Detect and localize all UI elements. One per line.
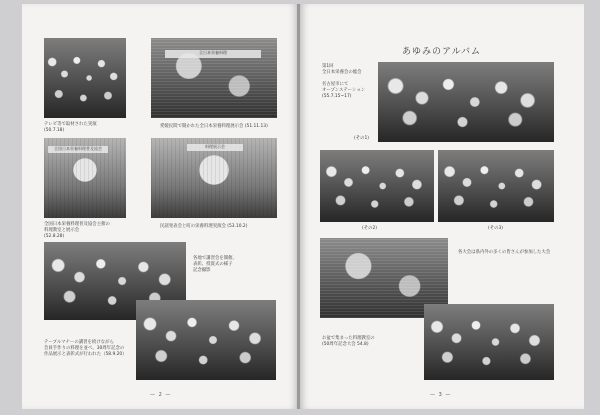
caption-first-meeting: 第1回 全日本栄養会の総会 名古屋市にて オープンステーション (55.7.15~17) [322,64,366,99]
photo-first-meeting [378,62,554,142]
caption-part1: (その1) [354,136,370,141]
caption-ceremony: 各地で講習会を開催、 表彰、授賞式の様子 記念撮影 [193,256,237,273]
left-page-number: — 2 — [150,392,172,398]
album-title: あゆみのアルバム [402,47,482,57]
caption-convention: 各大会は県内外の多くの皆さんが参加した大会 [458,250,551,255]
exhibition-banner: 全日本栄養料理 [165,50,261,58]
photo-anniversary [424,304,554,380]
photo-part2 [320,150,434,222]
photo-part3 [438,150,554,222]
photo-folk-song [151,138,277,218]
photo-cooking-class [44,138,126,218]
photo-tv-demo [44,38,126,118]
caption-folk-song: 民謡発表会と町の栄養料理実演会 (53.10.2) [160,224,248,229]
photo-group [136,300,276,380]
caption-tv-demo: テレビ等で取材された実演 (50.7.18) [44,122,97,133]
class-banner: 全国日本栄養料理普及協会 [48,146,108,153]
caption-anniversary: お盆で集まった料理教室の (50周年記念大会 54.8) [322,336,375,347]
caption-cooking-class: 全国日本栄養料理普及協会主催の 料理教室と展示会 (52.8.28) [44,222,110,239]
caption-exhibition: 愛媛民間で開かれた全日本栄養料理展示会 (51.11.13) [160,124,268,129]
folk-song-banner: 料理展示会 [187,144,243,151]
caption-part2: (その2) [362,226,378,231]
caption-group: テーブルマナーの講習を続けながら 会員手作りの料理を並べ、30周年記念の 作品展示と表彰式が行われた（58.9.20） [44,340,127,357]
right-page-number: — 3 — [430,392,452,398]
caption-part3: (その3) [488,226,504,231]
photo-exhibition [151,38,277,118]
